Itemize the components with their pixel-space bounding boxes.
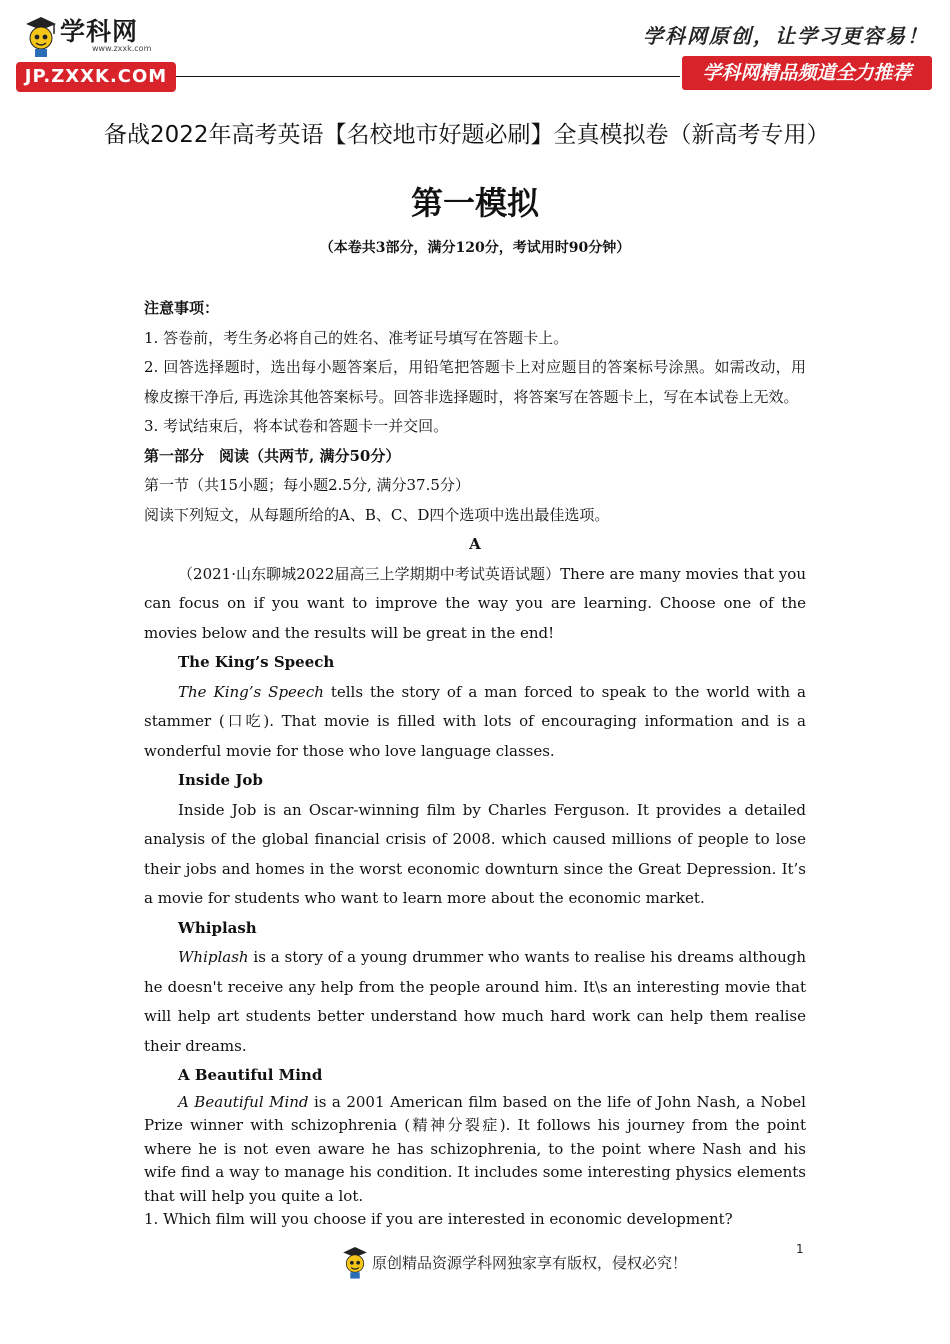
notes-heading: 注意事项：: [144, 299, 220, 317]
movie-body: Inside Job is an Oscar-winning film by Charles Ferguson. It provides a detailed analysis of the global financial crisis of 2008. which caused millions of people to lose their jobs and homes in the worst economic downturn since the Great Depression. It’s a movie for students who want to learn more about the economic market.: [144, 800, 806, 907]
document-body: [144, 294, 806, 1232]
movie-body: is a story of a young drummer who wants to realise his dreams although he doesn't receive any help from the people around him. It\s an interesting movie that will help art students better understand how much hard work can help them realise their dreams.: [144, 948, 806, 1055]
movie-description: [144, 796, 806, 914]
movie-body: tells the story of a man forced to speak to the world with a stammer (口吃). That movie is filled with lots of encouraging information and is a wonderful movie for those who love language classes.: [144, 682, 806, 760]
copyright-notice: 原创精品资源学科网独家享有版权，侵权必究！: [372, 1254, 688, 1272]
note-item: 3. 考试结束后，将本试卷和答题卡一并交回。: [144, 417, 449, 435]
promo-banner[interactable]: 学科网精品频道全力推荐: [682, 56, 932, 90]
instruction-text: 阅读下列短文，从每题所给的A、B、C、D四个选项中选出最佳选项。: [144, 505, 610, 524]
mascot-footer-icon: [340, 1244, 370, 1280]
note-item: 2. 回答选择题时，选出每小题答案后，用铅笔把答题卡上对应题目的答案标号涂黑。如需改动，用橡皮擦干净后, 再选涂其他答案标号。回答非选择题时，将答案写在答题卡上，写在本试卷上无效。: [144, 358, 806, 406]
logo-domain-badge[interactable]: JP.ZXXK.COM: [16, 62, 176, 92]
movie-description: [144, 943, 806, 1061]
movie-title: The King’s Speech: [178, 653, 335, 671]
header-slogan: 学科网原创，让学习更容易！: [643, 24, 929, 48]
movie-lead: The King’s Speech: [178, 682, 324, 701]
movie-description: [144, 1091, 806, 1209]
movie-title: A Beautiful Mind: [178, 1066, 323, 1084]
part-heading: 第一部分 阅读（共两节, 满分50分）: [144, 446, 401, 465]
logo-text: 学科网: [60, 17, 139, 46]
logo-url: www.zxxk.com: [92, 44, 152, 53]
header-divider: [176, 76, 680, 77]
passage-intro-text: There are many movies that you can focus on if you want to improve the way you are learning. Choose one of the movies below and the results will be great in the end!: [144, 564, 806, 642]
document-subtitle: 第一模拟: [410, 184, 539, 222]
passage-source: （2021·山东聊城2022届高三上学期期中考试英语试题）: [178, 564, 561, 583]
movie-description: [144, 678, 806, 767]
passage-intro: [144, 560, 806, 649]
passage-label: A: [469, 535, 481, 553]
mascot-logo-icon: [22, 14, 60, 58]
movie-title: Whiplash: [178, 918, 257, 937]
movie-lead: A Beautiful Mind: [178, 1092, 309, 1111]
movie-title: Inside Job: [178, 771, 263, 789]
exam-info: （本卷共3部分，满分120分，考试用时90分钟）: [319, 240, 631, 256]
note-item: 1. 答卷前，考生务必将自己的姓名、准考证号填写在答题卡上。: [144, 328, 569, 347]
movie-lead: Whiplash: [178, 948, 249, 966]
section-heading: 第一节（共15小题；每小题2.5分, 满分37.5分）: [144, 476, 470, 494]
question-text: 1. Which film will you choose if you are interested in economic development?: [144, 1210, 733, 1228]
document-title: 备战2022年高考英语【名校地市好题必刷】全真模拟卷（新高考专用）: [104, 122, 830, 148]
movie-body: is a 2001 American film based on the life of John Nash, a Nobel Prize winner with schizophrenia (精神分裂症). It follows his journey from the point where he is not even aware he has schizophrenia, to the point where Nash and his wife find a way to manage his condition. It includes some interesting physics elements that will help you quite a lot.: [144, 1092, 806, 1205]
page-number: 1: [796, 1242, 804, 1256]
